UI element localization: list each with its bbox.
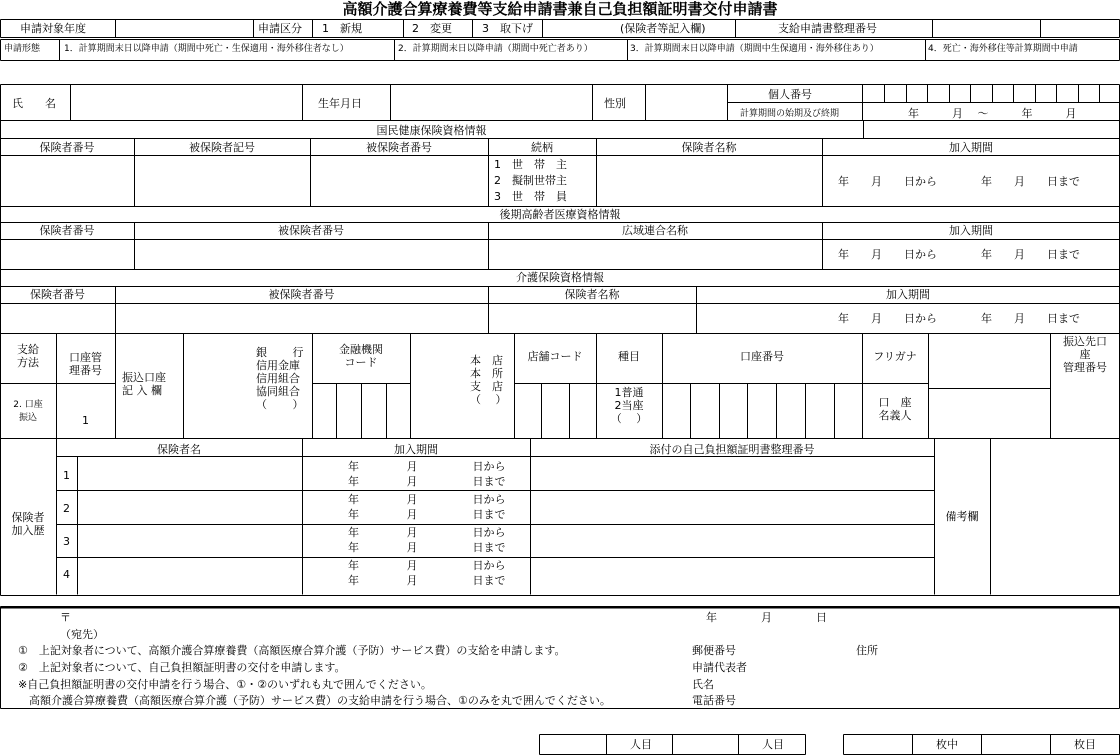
store-code-label: 店舗コード	[527, 350, 583, 363]
rep-name-label: 氏名	[692, 678, 714, 691]
nhi-insurer-name-label: 保険者名称	[681, 141, 737, 154]
application-date: 年 月 日	[706, 611, 827, 624]
my-number-label: 個人番号	[768, 88, 812, 101]
history-row-number: 2	[63, 502, 70, 515]
relation-option-3[interactable]: 3 世 帯 員	[494, 190, 567, 203]
fin-code-label: 金融機関 コード	[339, 343, 383, 369]
branch-types-label: 本 店 本 所 支 店 （ ）	[470, 354, 507, 406]
acct-mgmt-label: 口座管 理番号	[69, 351, 102, 377]
elderly-section-title: 後期高齢者医療資格情報	[499, 208, 621, 221]
person-count-label-2: 人目	[762, 738, 784, 751]
transfer-field-label: 振込口座 記 入 欄	[122, 371, 166, 397]
form-type-option-1[interactable]: 1．計算期間末日以降申請（期間中死亡・生保適用・海外移住者なし）	[64, 44, 349, 54]
division-new-option[interactable]: 1 新規	[322, 22, 362, 35]
nhi-period-label: 加入期間	[949, 141, 993, 154]
acct-mgmt-value: 1	[82, 414, 89, 427]
history-row-period: 年 月 日から 年 月 日まで	[348, 460, 506, 488]
cert-no-label: 添付の自己負担額証明書整理番号	[649, 443, 815, 456]
care-insurer-name-label: 保険者名称	[564, 288, 620, 301]
care-period-label: 加入期間	[886, 288, 930, 301]
care-insurer-no-label: 保険者番号	[30, 288, 85, 301]
phone-label: 電話番号	[692, 694, 736, 707]
history-row-period: 年 月 日から 年 月 日まで	[348, 526, 506, 554]
postmark-symbol: 〒	[60, 611, 71, 624]
history-row-period: 年 月 日から 年 月 日まで	[348, 559, 506, 587]
relation-option-1[interactable]: 1 世 帯 主	[494, 158, 567, 171]
division-label: 申請区分	[258, 22, 302, 35]
care-period-value: 年 月 日から 年 月 日まで	[838, 312, 1080, 325]
sheet-count-label: 枚中	[936, 738, 958, 751]
birthdate-label: 生年月日	[318, 97, 362, 110]
care-section-title: 介護保険資格情報	[516, 271, 604, 284]
kind-options[interactable]: 1普通 2当座 （ ）	[610, 386, 648, 425]
nhi-section-title: 国民健康保険資格情報	[376, 124, 487, 137]
division-withdraw-option[interactable]: 3 取下げ	[482, 22, 533, 35]
declaration-note-2: 高額介護合算療養費（高額医療合算介護（予防）サービス費）の支給申請を行う場合、①のみを丸で囲んでください。	[18, 694, 611, 707]
form-title: 高額介護合算療養費等支給申請書兼自己負担額証明書交付申請書	[342, 0, 778, 18]
history-row-period: 年 月 日から 年 月 日まで	[348, 493, 506, 521]
care-insured-no-label: 被保険者番号	[268, 288, 335, 301]
remarks-label: 備考欄	[945, 510, 979, 523]
history-period-label: 加入期間	[394, 443, 438, 456]
nhi-insured-no-label: 被保険者番号	[366, 141, 432, 154]
elderly-insurer-no-label: 保険者番号	[39, 224, 95, 237]
kind-label: 種目	[618, 350, 640, 363]
sheet-number-label: 枚目	[1074, 738, 1096, 751]
nhi-period-value: 年 月 日から 年 月 日まで	[838, 175, 1080, 188]
target-year-label: 申請対象年度	[20, 22, 86, 35]
bank-types-label: 銀 行 信用金庫 信用組合 協同組合 （ ）	[256, 346, 304, 411]
history-insurer-name-label: 保険者名	[157, 443, 201, 456]
history-label: 保険者 加入歴	[11, 511, 45, 537]
elderly-insured-no-label: 被保険者番号	[278, 224, 344, 237]
form-type-label: 申請形態	[4, 44, 41, 54]
nhi-insurer-no-label: 保険者番号	[39, 141, 95, 154]
pay-method-value: 2. 口座 振込	[13, 400, 43, 423]
form-type-option-3[interactable]: 3．計算期間末日以降申請（期間中生保適用・海外移住あり）	[630, 44, 879, 54]
sex-label: 性別	[604, 97, 626, 110]
division-change-option[interactable]: 2 変更	[412, 22, 452, 35]
calc-period-value: 年 月 ～ 年 月	[908, 107, 1077, 120]
declaration-line-2: ② 上記対象者について、自己負担額証明書の交付を申請します。	[18, 661, 346, 674]
elderly-period-value: 年 月 日から 年 月 日まで	[838, 248, 1080, 261]
acct-no-label: 口座番号	[740, 350, 784, 363]
representative-label: 申請代表者	[692, 661, 747, 674]
pay-method-label: 支給 方法	[17, 343, 39, 369]
form-type-option-4[interactable]: 4．死亡・海外移住等計算期間中申請	[928, 44, 1078, 54]
dest-mgmt-label: 振込先口 座 管理番号	[1063, 335, 1107, 374]
postal-code-label: 郵便番号	[692, 644, 736, 657]
name-label: 氏 名	[12, 97, 56, 110]
nhi-insured-symbol-label: 被保険者記号	[189, 141, 255, 154]
address-label: 住所	[856, 644, 878, 657]
history-row-number: 1	[63, 469, 70, 482]
declaration-line-1: ① 上記対象者について、高額介護合算療養費（高額医療合算介護（予防）サービス費）の支給を申請します。	[18, 644, 566, 657]
nhi-relation-label: 続柄	[531, 141, 553, 154]
history-row-number: 4	[63, 568, 70, 581]
addressee-label: （宛先）	[60, 628, 104, 641]
history-row-number: 3	[63, 535, 70, 548]
furigana-label: フリガナ	[873, 350, 917, 363]
insurer-field-label: (保険者等記入欄)	[620, 22, 706, 35]
payment-ref-label: 支給申請書整理番号	[778, 22, 877, 35]
calc-period-label: 計算期間の始期及び終期	[740, 109, 840, 119]
person-count-label-1: 人目	[630, 738, 652, 751]
form-type-option-2[interactable]: 2．計算期間末日以降申請（期間中死亡者あり）	[398, 44, 593, 54]
elderly-period-label: 加入期間	[949, 224, 993, 237]
declaration-note-1: ※自己負担額証明書の交付申請を行う場合、①・②のいずれも丸で囲んでください。	[18, 678, 432, 691]
union-name-label: 広域連合名称	[622, 224, 688, 237]
relation-option-2[interactable]: 2 擬制世帯主	[494, 174, 567, 187]
acct-holder-label: 口 座 名義人	[878, 396, 912, 422]
